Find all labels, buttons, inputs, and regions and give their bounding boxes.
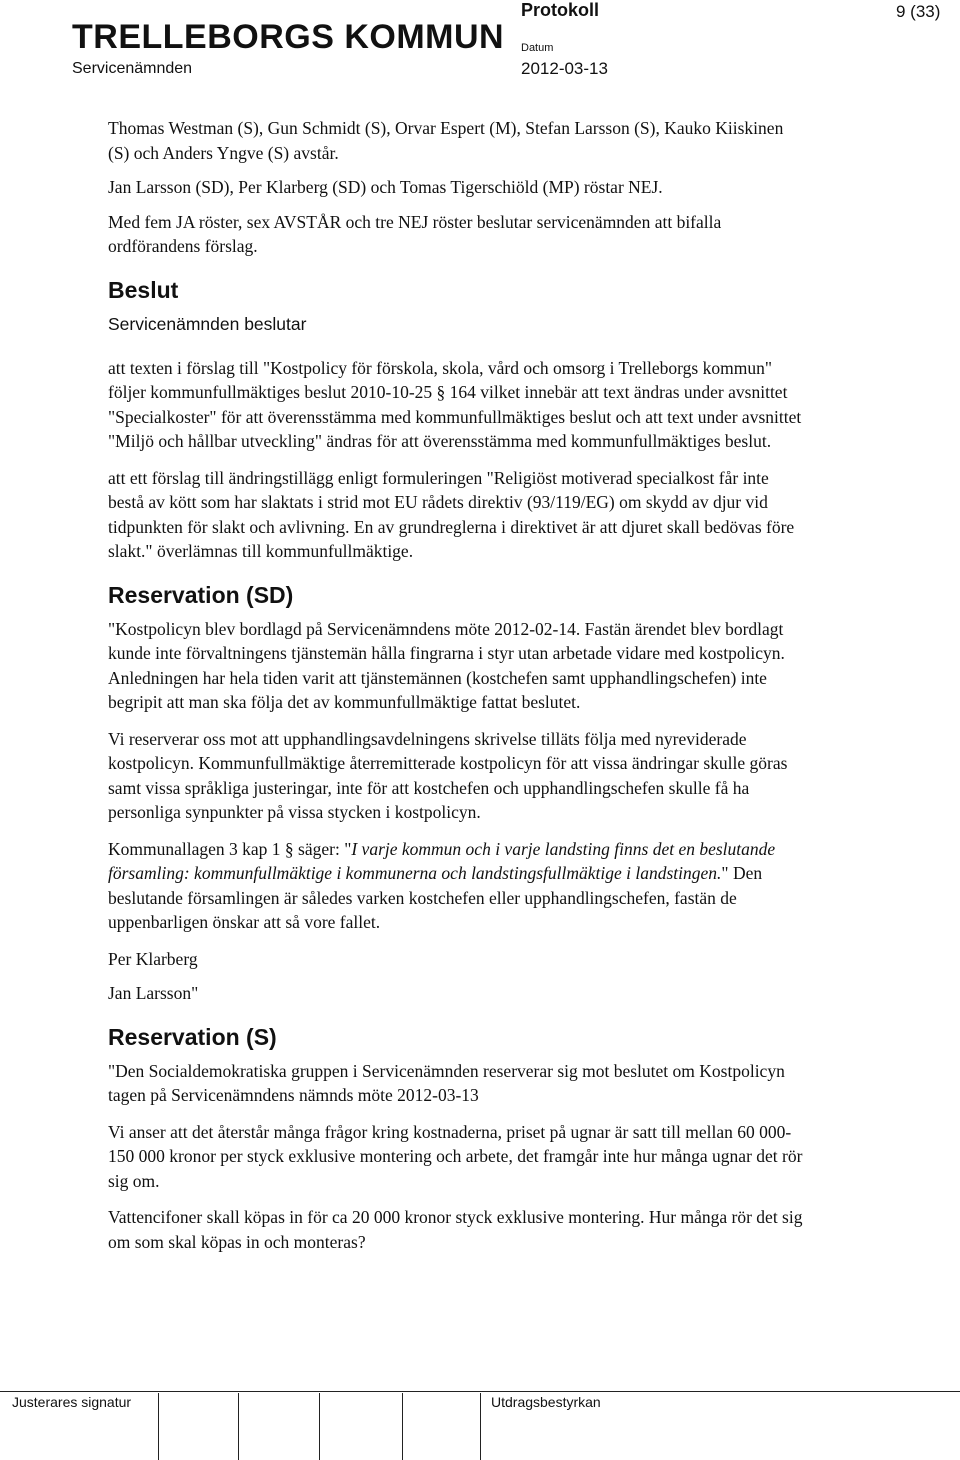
no-votes-paragraph: Jan Larsson (SD), Per Klarberg (SD) och Tomas Tigerschiöld (MP) röstar NEJ. [108,177,663,197]
signature-label: Justerares signatur [12,1394,132,1410]
law-quote: I varje kommun och i varje landsting finns det en beslutande församling: kommunfullmäktige i kommunerna och landstingsfullmäktige i landstingen. [108,838,776,883]
law-quote-intro: Kommunallagen 3 kap 1 § säger: " [108,838,352,859]
reservation-s-paragraph-2: Vi anser att det återstår många frågor kring kostnaderna, priset på ugnar är satt till mellan 60 000-150 000 kronor per styck exklusive montering och arbete, det framgår inte hur många ugnar det rör sig om. [108,1121,803,1191]
reservation-s-paragraph-3: Vattencifoner skall köpas in för ca 20 000 kronor styck exklusive montering. Hur många rör det sig om som skal köpas in och monteras? [108,1207,803,1252]
extract-label: Utdragsbestyrkan [491,1394,601,1410]
beslut-subheading: Servicenämnden beslutar [108,313,307,334]
vote-result-paragraph: Med fem JA röster, sex AVSTÅR och tre NEJ röster beslutar servicenämnden att bifalla ordförandens förslag. [108,211,722,256]
date-label: Datum [521,42,554,54]
document-body [108,116,808,1264]
org-unit: Servicenämnden [72,60,193,77]
signature-box-divider [238,1393,239,1460]
signature-name-1: Per Klarberg [108,948,198,969]
reservation-sd-paragraph-1: "Kostpolicyn blev bordlagd på Servicenämndens möte 2012-02-14. Fastän ärendet blev bordlagt kunde inte förvaltningens tjänstemän hålla fingrarna i styr utan arbetade vidare med kostpolicyn. Anledningen har hela tiden varit att tjänstemännen (kostchefen samt upphandlingschefen) inte begripit att man ska följa det av kommunfullmäktige fattat beslutet. [108,618,785,712]
decision-paragraph-1: att texten i förslag till "Kostpolicy för förskola, skola, vård och omsorg i Trelleborgs kommun" följer kommunfullmäktiges beslut 2010-10-25 § 164 vilket innebär att text ändras under avsnittet "Specialkoster" för att överensstämma med kommunfullmäktiges beslut och att text under avsnittet "Miljö och hållbar utveckling" ändras för att överensstämma med kommunfullmäktiges beslut. [108,357,802,451]
decision-paragraph-2: att ett förslag till ändringstillägg enligt formuleringen "Religiöst motiverad specialkost får inte bestå av kött som har slaktats i strid mot EU rådets direktiv (93/119/EG) om skydd av djur vid tidpunkten för slakt och avlivning. En av grundreglerna i direktivet är att djuret skall bedövas före slakt." överlämnas till kommunfullmäktige. [108,467,795,561]
doc-type: Protokoll [521,0,600,20]
date-value: 2012-03-13 [521,59,608,78]
signature-box-divider [319,1393,320,1460]
reservation-sd-heading: Reservation (SD) [108,581,294,608]
page-number: 9 (33) [896,2,941,21]
reservation-s-heading: Reservation (S) [108,1023,277,1050]
signature-name-2: Jan Larsson" [108,983,199,1003]
signature-box-divider [480,1393,481,1460]
footer-divider [0,1391,960,1392]
law-quote-outro: " Den beslutande församlingen är således varken kostchefen eller upphandlingschefen, fastän de uppenbarligen önskar att så vore fallet. [108,863,763,932]
org-name: TRELLEBORGS KOMMUN [72,18,505,56]
signature-box-divider [402,1393,403,1460]
beslut-heading: Beslut [108,276,179,303]
signature-box-divider [158,1393,159,1460]
reservation-sd-paragraph-3 [108,837,808,935]
abstain-paragraph: Thomas Westman (S), Gun Schmidt (S), Orvar Espert (M), Stefan Larsson (S), Kauko Kiiskinen (S) och Anders Yngve (S) avstår. [108,118,784,163]
reservation-s-paragraph-1: "Den Socialdemokratiska gruppen i Servicenämnden reserverar sig mot beslutet om Kostpolicyn tagen på Servicenämndens nämnds möte 2012-03-13 [108,1060,785,1105]
reservation-sd-paragraph-2: Vi reserverar oss mot att upphandlingsavdelningens skrivelse tilläts följa med nyreviderade kostpolicyn. Kommunfullmäktige återremitterade kostpolicyn för att vissa ändringar skulle göras samt vissa språkliga justeringar, inte för att kostchefen och upphandlingschefen skulle få ha personliga synpunkter på vissa stycken i kostpolicyn. [108,728,788,822]
